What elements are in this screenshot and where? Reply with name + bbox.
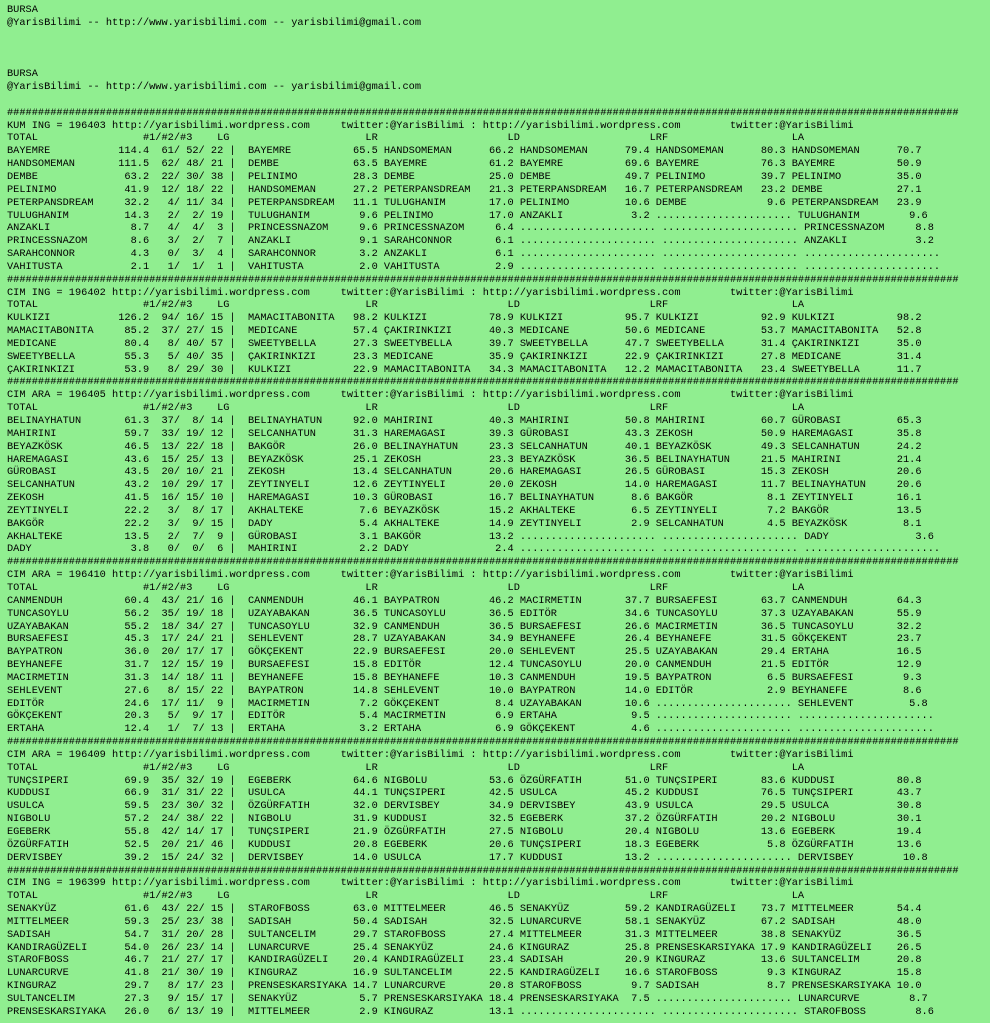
text-line: BURSA xyxy=(7,4,38,16)
text-line: MEDICANE 80.4 8/ 40/ 57 | SWEETYBELLA 27.3 SWEETYBELLA 39.7 SWEETYBELLA 47.7 SWEETYBELLA 31.4 ÇAKIRINKIZI 35.0 xyxy=(7,337,922,350)
text-line: ÇAKIRINKIZI 53.9 8/ 29/ 30 | KULKIZI 22.9 MAMACITABONITA 34.3 MAMACITABONITA 12.2 MAMACITABONITA 23.4 SWEETYBELLA 11.7 xyxy=(7,363,922,376)
text-line: AKHALTEKE 13.5 2/ 7/ 9 | GÜROBASI 3.1 BAKGÖR 13.2 ...................... ...................... DADY 3.6 xyxy=(7,530,934,543)
separator-line: ########################################################################################################################################################## xyxy=(7,864,959,877)
race-header-line: CIM ING = 196399 http://yarisbilimi.wordpress.com twitter:@YarisBilimi : http://yarisbilimi.wordpress.com twitter:@YarisBilimi xyxy=(7,877,854,890)
text-line: HANDSOMEMAN 111.5 62/ 48/ 21 | DEMBE 63.5 BAYEMRE 61.2 BAYEMRE 69.6 BAYEMRE 76.3 BAYEMRE 50.9 xyxy=(7,158,922,171)
separator-line: ########################################################################################################################################################## xyxy=(7,376,959,389)
text-line: BURSA xyxy=(7,68,38,81)
blank-line xyxy=(7,55,990,68)
text-line: TUNCASOYLU 56.2 35/ 19/ 18 | UZAYABAKAN 36.5 TUNCASOYLU 36.5 EDITÖR 34.6 TUNCASOYLU 37.3 UZAYABAKAN 55.9 xyxy=(7,607,922,620)
text-line: SELCANHATUN 43.2 10/ 29/ 17 | ZEYTINYELI 12.6 ZEYTINYELI 20.0 ZEKOSH 14.0 HAREMAGASI 11.7 BELINAYHATUN 20.6 xyxy=(7,479,922,492)
text-line: SADISAH 54.7 31/ 20/ 28 | SULTANCELIM 29.7 STAROFBOSS 27.4 MITTELMEER 31.3 MITTELMEER 38.8 SENAKYÜZ 36.5 xyxy=(7,928,922,941)
column-header-line: TOTAL #1/#2/#3 LG LR LD LRF LA xyxy=(7,581,805,594)
blank-line xyxy=(7,43,990,56)
column-header-line: TOTAL #1/#2/#3 LG LR LD LRF LA xyxy=(7,761,805,774)
text-line: @YarisBilimi -- http://www.yarisbilimi.com -- yarisbilimi@gmail.com xyxy=(7,16,422,29)
text-line: GÖKÇEKENT 20.3 5/ 9/ 17 | EDITÖR 5.4 MACIRMETIN 6.9 ERTAHA 9.5 ...................... ...................... xyxy=(7,710,934,723)
separator-line: ########################################################################################################################################################## xyxy=(7,736,959,749)
text-line: GÜROBASI 43.5 20/ 10/ 21 | ZEKOSH 13.4 SELCANHATUN 20.6 HAREMAGASI 26.5 GÜROBASI 15.3 ZEKOSH 20.6 xyxy=(7,466,922,479)
separator-line: ########################################################################################################################################################## xyxy=(7,556,959,569)
column-header-line: TOTAL #1/#2/#3 LG LR LD LRF LA xyxy=(7,890,805,903)
column-header-line: TOTAL #1/#2/#3 LG LR LD LRF LA xyxy=(7,402,805,415)
text-line: MAHIRINI 59.7 33/ 19/ 12 | SELCANHATUN 31.3 HAREMAGASI 39.3 GÜROBASI 43.3 ZEKOSH 50.9 HAREMAGASI 35.8 xyxy=(7,427,922,440)
text-line: BEYAZKÖSK 46.5 13/ 22/ 18 | BAKGÖR 26.0 BELINAYHATUN 23.3 SELCANHATUN 40.1 BEYAZKÖSK 49.3 SELCANHATUN 24.2 xyxy=(7,440,922,453)
text-line: KUDDUSI 66.9 31/ 31/ 22 | USULCA 44.1 TUNÇSIPERI 42.5 USULCA 45.2 KUDDUSI 76.5 TUNÇSIPERI 43.7 xyxy=(7,787,922,800)
text-line: CANMENDUH 60.4 43/ 21/ 16 | CANMENDUH 46.1 BAYPATRON 46.2 MACIRMETIN 37.7 BURSAEFESI 63.7 CANMENDUH 64.3 xyxy=(7,594,922,607)
text-line: SARAHCONNOR 4.3 0/ 3/ 4 | SARAHCONNOR 3.2 ANZAKLI 6.1 ...................... ...................... ...................... xyxy=(7,248,941,261)
text-line: ERTAHA 12.4 1/ 7/ 13 | ERTAHA 3.2 ERTAHA 6.9 GÖKÇEKENT 4.6 ...................... ...................... xyxy=(7,723,934,736)
separator-line: ########################################################################################################################################################## xyxy=(7,273,959,286)
column-header-line: TOTAL #1/#2/#3 LG LR LD LRF LA xyxy=(7,299,805,312)
text-line: ÖZGÜRFATIH 52.5 20/ 21/ 46 | KUDDUSI 20.8 EGEBERK 20.6 TUNÇSIPERI 18.3 EGEBERK 5.8 ÖZGÜRFATIH 13.6 xyxy=(7,838,922,851)
text-line: ZEYTINYELI 22.2 3/ 8/ 17 | AKHALTEKE 7.6 BEYAZKÖSK 15.2 AKHALTEKE 6.5 ZEYTINYELI 7.2 BAKGÖR 13.5 xyxy=(7,504,922,517)
text-line: EDITÖR 24.6 17/ 11/ 9 | MACIRMETIN 7.2 GÖKÇEKENT 8.4 UZAYABAKAN 10.6 ...................... SEHLEVENT 5.8 xyxy=(7,697,928,710)
text-line: SWEETYBELLA 55.3 5/ 40/ 35 | ÇAKIRINKIZI 23.3 MEDICANE 35.9 ÇAKIRINKIZI 22.9 ÇAKIRINKIZI 27.8 MEDICANE 31.4 xyxy=(7,350,922,363)
separator-line: ########################################################################################################################################################## xyxy=(7,106,959,119)
text-line: BAYPATRON 36.0 20/ 17/ 17 | GÖKÇEKENT 22.9 BURSAEFESI 20.0 SEHLEVENT 25.5 UZAYABAKAN 29.4 ERTAHA 16.5 xyxy=(7,646,922,659)
text-line: ZEKOSH 41.5 16/ 15/ 10 | HAREMAGASI 10.3 GÜROBASI 16.7 BELINAYHATUN 8.6 BAKGÖR 8.1 ZEYTINYELI 16.1 xyxy=(7,492,922,505)
text-line: STAROFBOSS 46.7 21/ 27/ 17 | KANDIRAGÜZELI 20.4 KANDIRAGÜZELI 23.4 SADISAH 20.9 KINGURAZ 13.6 SULTANCELIM 20.8 xyxy=(7,954,922,967)
text-line: USULCA 59.5 23/ 30/ 32 | ÖZGÜRFATIH 32.0 DERVISBEY 34.9 DERVISBEY 43.9 USULCA 29.5 USULCA 30.8 xyxy=(7,800,922,813)
text-line: PRINCESSNAZOM 8.6 3/ 2/ 7 | ANZAKLI 9.1 SARAHCONNOR 6.1 ...................... ...................... ANZAKLI 3.2 xyxy=(7,235,934,248)
text-line: MACIRMETIN 31.3 14/ 18/ 11 | BEYHANEFE 15.8 BEYHANEFE 10.3 CANMENDUH 19.5 BAYPATRON 6.5 BURSAEFESI 9.3 xyxy=(7,671,922,684)
blank-line xyxy=(7,94,990,107)
text-line: BAYEMRE 114.4 61/ 52/ 22 | BAYEMRE 65.5 HANDSOMEMAN 66.2 HANDSOMEMAN 79.4 HANDSOMEMAN 80.3 HANDSOMEMAN 70.7 xyxy=(7,145,922,158)
text-line: UZAYABAKAN 55.2 18/ 34/ 27 | TUNCASOYLU 32.9 CANMENDUH 36.5 BURSAEFESI 26.6 MACIRMETIN 36.5 TUNCASOYLU 32.2 xyxy=(7,620,922,633)
race-header-line: CIM ING = 196402 http://yarisbilimi.wordpress.com twitter:@YarisBilimi : http://yarisbilimi.wordpress.com twitter:@YarisBilimi xyxy=(7,286,854,299)
text-line: KULKIZI 126.2 94/ 16/ 15 | MAMACITABONITA 98.2 KULKIZI 78.9 KULKIZI 95.7 KULKIZI 92.9 KULKIZI 98.2 xyxy=(7,312,922,325)
text-line: KANDIRAGÜZELI 54.0 26/ 23/ 14 | LUNARCURVE 25.4 SENAKYÜZ 24.6 KINGURAZ 25.8 PRENSESKARSIYAKA 17.9 KANDIRAGÜZELI 26.5 xyxy=(7,941,922,954)
text-line: TULUGHANIM 14.3 2/ 2/ 19 | TULUGHANIM 9.6 PELINIMO 17.0 ANZAKLI 3.2 ...................... TULUGHANIM 9.6 xyxy=(7,209,928,222)
text-line: NIGBOLU 57.2 24/ 38/ 22 | NIGBOLU 31.9 KUDDUSI 32.5 EGEBERK 37.2 ÖZGÜRFATIH 20.2 NIGBOLU 30.1 xyxy=(7,813,922,826)
text-line: PETERPANSDREAM 32.2 4/ 11/ 34 | PETERPANSDREAM 11.1 TULUGHANIM 17.0 PELINIMO 10.6 DEMBE 9.6 PETERPANSDREAM 23.9 xyxy=(7,196,922,209)
text-line: KINGURAZ 29.7 8/ 17/ 23 | PRENSESKARSIYAKA 14.7 LUNARCURVE 20.8 STAROFBOSS 9.7 SADISAH 8.7 PRENSESKARSIYAKA 10.0 xyxy=(7,980,922,993)
text-line: PRENSESKARSIYAKA 26.0 6/ 13/ 19 | MITTELMEER 2.9 KINGURAZ 13.1 ...................... ...................... STAROFBOSS 8.6 xyxy=(7,1005,934,1018)
text-line: DADY 3.8 0/ 0/ 6 | MAHIRINI 2.2 DADY 2.4 ...................... ...................... ...................... xyxy=(7,543,941,556)
text-line: VAHITUSTA 2.1 1/ 1/ 1 | VAHITUSTA 2.0 VAHITUSTA 2.9 ...................... ...................... ...................... xyxy=(7,260,941,273)
race-header-line: KUM ING = 196403 http://yarisbilimi.wordpress.com twitter:@YarisBilimi : http://yarisbilimi.wordpress.com twitter:@YarisBilimi xyxy=(7,119,854,132)
text-line: EGEBERK 55.8 42/ 14/ 17 | TUNÇSIPERI 21.9 ÖZGÜRFATIH 27.5 NIGBOLU 20.4 NIGBOLU 13.6 EGEBERK 19.4 xyxy=(7,826,922,838)
text-line: HAREMAGASI 43.6 15/ 25/ 13 | BEYAZKÖSK 25.1 ZEKOSH 23.3 BEYAZKÖSK 36.5 BELINAYHATUN 21.5 MAHIRINI 21.4 xyxy=(7,453,922,466)
text-line: @YarisBilimi -- http://www.yarisbilimi.com -- yarisbilimi@gmail.com xyxy=(7,81,422,94)
text-line: MITTELMEER 59.3 25/ 23/ 38 | SADISAH 50.4 SADISAH 32.5 LUNARCURVE 58.1 SENAKYÜZ 67.2 SADISAH 48.0 xyxy=(7,915,922,928)
text-line: LUNARCURVE 41.8 21/ 30/ 19 | KINGURAZ 16.9 SULTANCELIM 22.5 KANDIRAGÜZELI 16.6 STAROFBOSS 9.3 KINGURAZ 15.8 xyxy=(7,967,922,980)
text-line: ANZAKLI 8.7 4/ 4/ 3 | PRINCESSNAZOM 9.6 PRINCESSNAZOM 6.4 ...................... ...................... PRINCESSNAZOM 8.8 xyxy=(7,222,934,235)
text-line: BAKGÖR 22.2 3/ 9/ 15 | DADY 5.4 AKHALTEKE 14.9 ZEYTINYELI 2.9 SELCANHATUN 4.5 BEYAZKÖSK 8.1 xyxy=(7,517,922,530)
text-line: SULTANCELIM 27.3 9/ 15/ 17 | SENAKYÜZ 5.7 PRENSESKARSIYAKA 18.4 PRENSESKARSIYAKA 7.5 ...................... LUNARCURVE 8.7 xyxy=(7,992,928,1005)
text-line: PELINIMO 41.9 12/ 18/ 22 | HANDSOMEMAN 27.2 PETERPANSDREAM 21.3 PETERPANSDREAM 16.7 PETERPANSDREAM 23.2 DEMBE 27.1 xyxy=(7,183,922,196)
text-line: MAMACITABONITA 85.2 37/ 27/ 15 | MEDICANE 57.4 ÇAKIRINKIZI 40.3 MEDICANE 50.6 MEDICANE 53.7 MAMACITABONITA 52.8 xyxy=(7,325,922,338)
race-header-line: CIM ARA = 196409 http://yarisbilimi.wordpress.com twitter:@YarisBilimi : http://yarisbilimi.wordpress.com twitter:@YarisBilimi xyxy=(7,748,854,761)
text-line: BEYHANEFE 31.7 12/ 15/ 19 | BURSAEFESI 15.8 EDITÖR 12.4 TUNCASOYLU 20.0 CANMENDUH 21.5 EDITÖR 12.9 xyxy=(7,659,922,672)
text-line: DEMBE 63.2 22/ 30/ 38 | PELINIMO 28.3 DEMBE 25.0 DEMBE 49.7 PELINIMO 39.7 PELINIMO 35.0 xyxy=(7,170,922,183)
text-line: BELINAYHATUN 61.3 37/ 8/ 14 | BELINAYHATUN 92.0 MAHIRINI 40.3 MAHIRINI 50.8 MAHIRINI 60.7 GÜROBASI 65.3 xyxy=(7,415,922,427)
column-header-line: TOTAL #1/#2/#3 LG LR LD LRF LA xyxy=(7,132,805,145)
text-line: TUNÇSIPERI 69.9 35/ 32/ 19 | EGEBERK 64.6 NIGBOLU 53.6 ÖZGÜRFATIH 51.0 TUNÇSIPERI 83.6 KUDDUSI 80.8 xyxy=(7,774,922,787)
race-header-line: CIM ARA = 196410 http://yarisbilimi.wordpress.com twitter:@YarisBilimi : http://yarisbilimi.wordpress.com twitter:@YarisBilimi xyxy=(7,569,854,582)
blank-line xyxy=(7,30,990,43)
text-line: BURSAEFESI 45.3 17/ 24/ 21 | SEHLEVENT 28.7 UZAYABAKAN 34.9 BEYHANEFE 26.4 BEYHANEFE 31.5 GÖKÇEKENT 23.7 xyxy=(7,633,922,646)
race-header-line: CIM ARA = 196405 http://yarisbilimi.wordpress.com twitter:@YarisBilimi : http://yarisbilimi.wordpress.com twitter:@YarisBilimi xyxy=(7,389,854,402)
text-line: SEHLEVENT 27.6 8/ 15/ 22 | BAYPATRON 14.8 SEHLEVENT 10.0 BAYPATRON 14.0 EDITÖR 2.9 BEYHANEFE 8.6 xyxy=(7,684,922,697)
text-line: DERVISBEY 39.2 15/ 24/ 32 | DERVISBEY 14.0 USULCA 17.7 KUDDUSI 13.2 ...................... DERVISBEY 10.8 xyxy=(7,851,928,864)
text-line: SENAKYÜZ 61.6 43/ 22/ 15 | STAROFBOSS 63.0 MITTELMEER 46.5 SENAKYÜZ 59.2 KANDIRAGÜZELI 73.7 MITTELMEER 54.4 xyxy=(7,903,922,916)
